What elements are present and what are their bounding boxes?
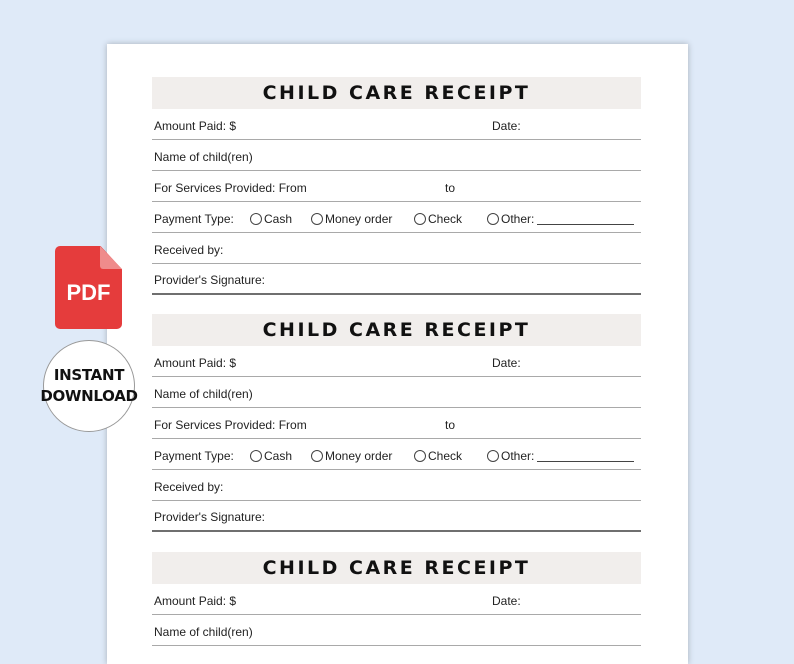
services-row [152,408,641,439]
payment-type-label: Payment Type: [154,212,234,226]
receipt-page [107,44,688,664]
radio-circle-icon [414,450,426,462]
check-option[interactable]: Check [414,212,462,226]
children-label: Name of child(ren) [154,150,253,164]
amount-paid-label: Amount Paid: $ [154,594,237,608]
date-label: Date: [492,356,521,370]
radio-circle-icon [414,213,426,225]
signature-row [152,501,641,532]
received-row [152,470,641,501]
check-option[interactable]: Check [414,449,462,463]
pdf-label: PDF [66,280,111,305]
radio-circle-icon [487,213,499,225]
receipt-block [152,552,641,646]
children-row [152,377,641,408]
received-by-label: Received by: [154,480,224,494]
children-label: Name of child(ren) [154,387,253,401]
children-row [152,615,641,646]
services-from-label: For Services Provided: From [154,418,307,432]
radio-circle-icon [250,450,262,462]
receipt-title: CHILD CARE RECEIPT [262,82,531,104]
radio-circle-icon [250,213,262,225]
money-order-option[interactable]: Money order [311,212,392,226]
receipt-title: CHILD CARE RECEIPT [262,319,531,341]
cash-option[interactable]: Cash [250,449,292,463]
radio-circle-icon [487,450,499,462]
money-order-option[interactable]: Money order [311,449,392,463]
received-row [152,233,641,264]
cash-option[interactable]: Cash [250,212,292,226]
amount-paid-label: Amount Paid: $ [154,119,237,133]
received-by-label: Received by: [154,243,224,257]
amount-row [152,584,641,615]
badge-line-instant: INSTANT [53,366,125,384]
services-to-label: to [445,418,456,432]
radio-circle-icon [311,450,323,462]
badge-line-download: DOWNLOAD [40,387,138,405]
radio-circle-icon [311,213,323,225]
signature-label: Provider's Signature: [154,273,266,287]
payment-row [152,439,641,470]
signature-row [152,264,641,295]
instant-download-badge [40,340,138,432]
services-to-label: to [445,181,456,195]
services-row [152,171,641,202]
amount-paid-label: Amount Paid: $ [154,356,237,370]
date-label: Date: [492,119,521,133]
services-from-label: For Services Provided: From [154,181,307,195]
amount-row [152,109,641,140]
receipt-header [152,314,641,346]
other-option[interactable]: Other: [487,449,634,463]
children-label: Name of child(ren) [154,625,253,639]
receipt-header [152,552,641,584]
amount-row [152,346,641,377]
children-row [152,140,641,171]
other-option[interactable]: Other: [487,212,634,226]
other-blank-line [537,451,634,462]
date-label: Date: [492,594,521,608]
signature-label: Provider's Signature: [154,510,266,524]
receipt-block [152,77,641,295]
payment-type-label: Payment Type: [154,449,234,463]
receipt-title: CHILD CARE RECEIPT [262,557,531,579]
receipt-header [152,77,641,109]
other-blank-line [537,214,634,225]
receipt-block [152,314,641,532]
payment-row [152,202,641,233]
